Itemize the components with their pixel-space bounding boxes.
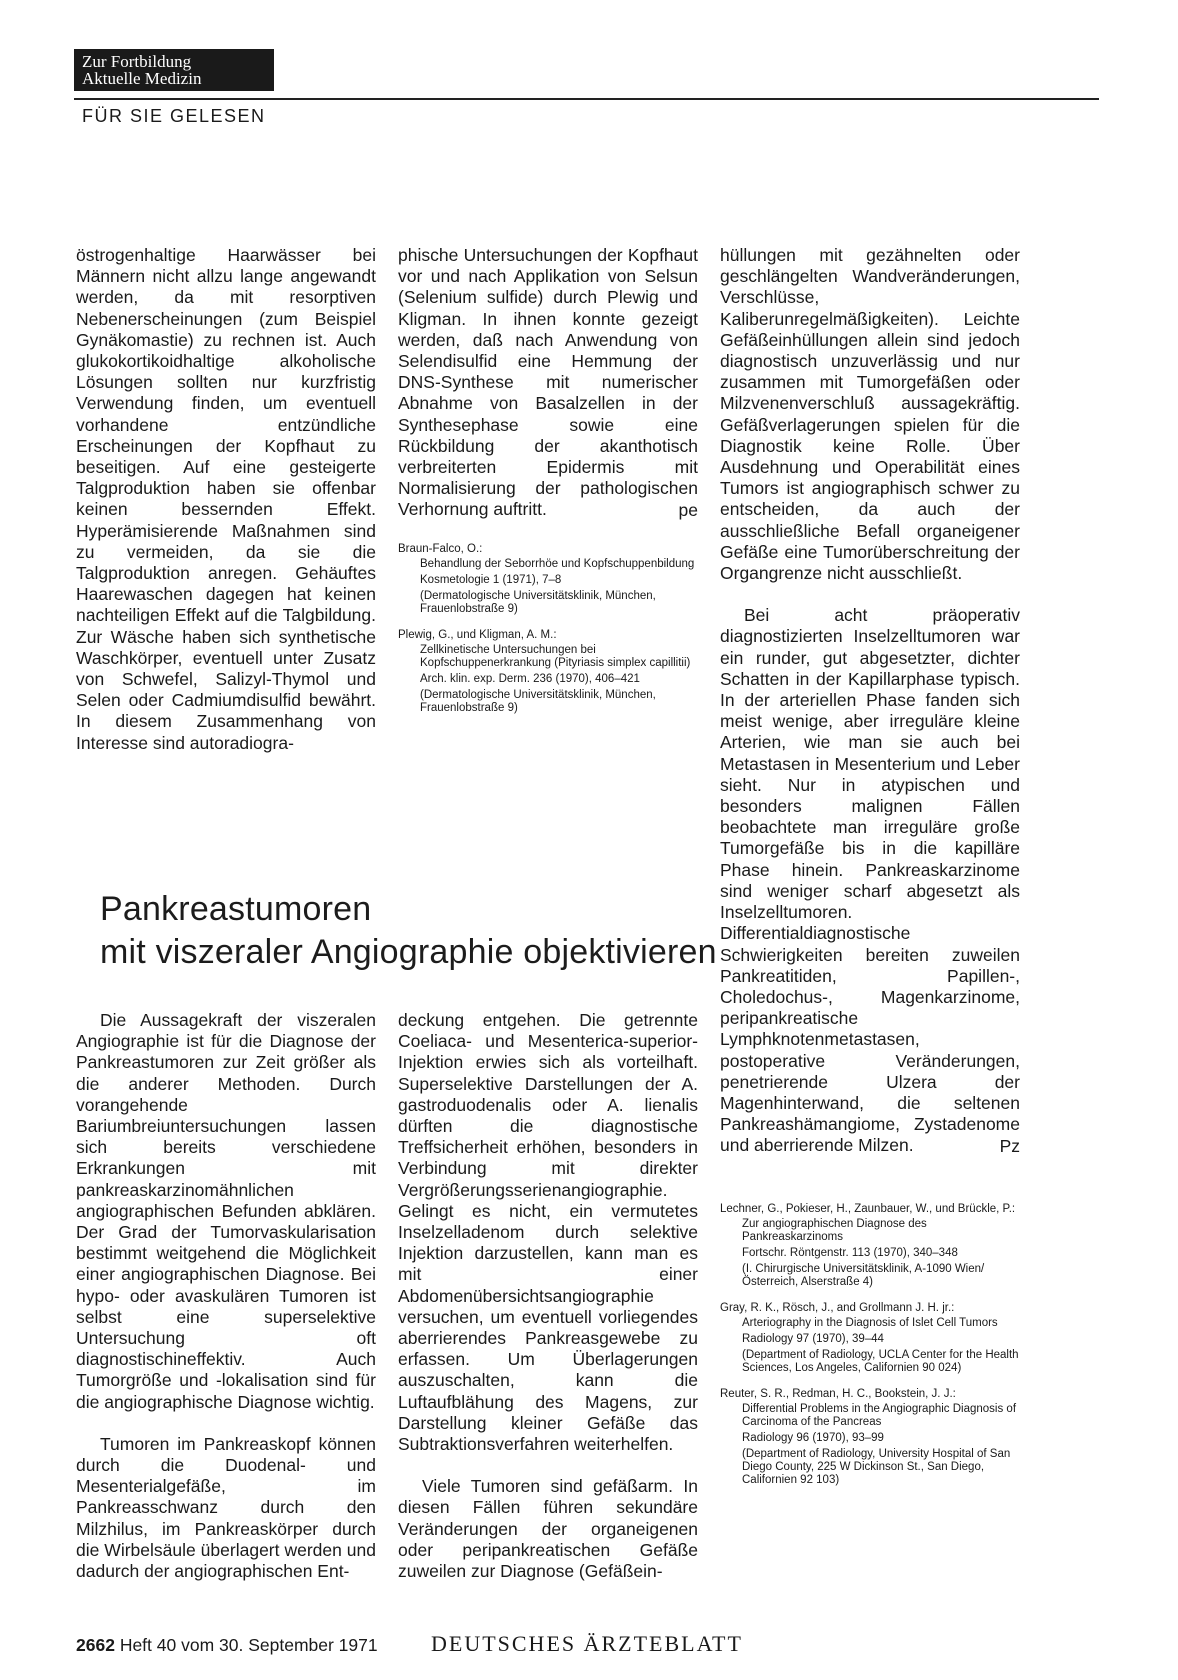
reference-journal: Arch. klin. exp. Derm. 236 (1970), 406–421 [420, 673, 640, 685]
article2-title-line1: Pankreastumoren [100, 890, 372, 928]
reference-address: (I. Chirurgische Universitätsklinik, A-1090 Wien/Österreich, Alserstraße 4) [742, 1263, 985, 1288]
article2-col1-paragraph: Tumoren im Pankreaskopf können durch die Duodenal- und Mesenterialgefäße, im Pankreasschwanz durch den Milzhilus, im Pankreaskörper durch die Wirbelsäule überlagert werden und dadurch der angiographischen Ent- [76, 1433, 376, 1582]
header-rule [74, 98, 1099, 100]
reference-journal: Radiology 96 (1970), 93–99 [742, 1432, 884, 1444]
reference-title: Behandlung der Seborrhöe und Kopfschuppenbildung [420, 558, 695, 570]
reference-item [720, 1203, 1020, 1289]
reference-address: (Department of Radiology, UCLA Center for the Health Sciences, Los Angeles, Californien 90 024) [742, 1349, 1019, 1374]
reference-title: Zellkinetische Untersuchungen bei Kopfschuppenerkrankung (Pityriasis simplex capillitii) [420, 644, 691, 669]
issue-info: Heft 40 vom 30. September 1971 [119, 1635, 378, 1655]
article1-references [398, 543, 698, 728]
reference-address: (Department of Radiology, University Hospital of San Diego County, 225 W Dickinson St., San Diego, Californien 92 103) [742, 1448, 1011, 1486]
article2-column-1 [76, 1010, 376, 1582]
article1-signature: pe [678, 499, 698, 520]
article2-column-3 [720, 245, 1020, 1157]
article1-col1-text: östrogenhaltige Haarwässer bei Männern nicht allzu lange angewandt werden, da mit resorptiven Nebenerscheinungen (zum Beispiel Gynäkomastie) zu rechnen ist. Auch glukokortikoidhaltige alkoholische Lösungen sollten nur kurzfristig Verwendung finden, um eventuell vorhandene entzündliche Erscheinungen der Kopfhaut zu beseitigen. Auf eine gesteigerte Talgproduktion haben sie offenbar keinen bessernden Effekt. Hyperämisierende Maßnahmen sind zu vermeiden, da sie die Talgproduktion anregen. Gehäuftes Haarewaschen dagegen hat keinen nachteiligen Effekt auf die Talgbildung. Zur Wäsche haben sich synthetische Waschkörper, eventuell unter Zusatz von Schwefel, Salizyl-Thymol und Selen oder Cadmiumdisulfid bewährt. In diesem Zusammenhang von Interesse sind autoradiogra- [76, 245, 376, 753]
article2-col3-paragraph: hüllungen mit gezähnelten oder geschlängelten Wandveränderungen, Verschlüsse, Kaliberunregelmäßigkeiten). Leichte Gefäßeinhüllungen allein sind jedoch diagnostisch unzuverlässig und nur zusammen mit Tumorgefäßen oder Milzvenenverschluß aussagekräftig. Gefäßverlagerungen spielen für die Diagnostik keine Rolle. Über Ausdehnung und Operabilität eines Tumors ist angiographisch schwer zu entscheiden, da auch der ausschließliche Befall organeigener Gefäße eine Tumorüberschreitung der Organgrenze nicht ausschließt. [720, 245, 1020, 584]
reference-journal: Fortschr. Röntgenstr. 113 (1970), 340–348 [742, 1247, 958, 1259]
page-number: 2662 [76, 1635, 115, 1655]
reference-address: (Dermatologische Universitätsklinik, München, Frauenlobstraße 9) [420, 689, 656, 714]
reference-author: Gray, R. K., Rösch, J., and Grollmann J. H. jr.: [720, 1302, 955, 1314]
page-footer [76, 1634, 378, 1656]
reference-title: Arteriography in the Diagnosis of Islet Cell Tumors [742, 1317, 998, 1329]
rubric-label-line2: Aktuelle Medizin [82, 69, 202, 88]
reference-item [398, 543, 698, 616]
reference-title: Differential Problems in the Angiographic Diagnosis of Carcinoma of the Pancreas [742, 1403, 1017, 1428]
article1-column-2 [398, 245, 698, 521]
reference-author: Braun-Falco, O.: [398, 543, 483, 555]
article1-col2-text: phische Untersuchungen der Kopfhaut vor und nach Applikation von Selsun (Selenium sulfide) durch Plewig und Kligman. In ihnen konnte gezeigt werden, daß nach Anwendung von Selendisulfid eine Hemmung der DNS-Synthese mit numerischer Abnahme von Basalzellen in der Synthesephase sowie eine Rückbildung der akanthotisch verbreiterten Epidermis mit Normalisierung der pathologischen Verhornung auftritt. [398, 245, 698, 520]
article2-col2-paragraph: deckung entgehen. Die getrennte Coeliaca- und Mesenterica-superior-Injektion erwies sich als vorteilhaft. Superselektive Darstellungen der A. gastroduodenalis oder A. lienalis dürften die diagnostische Treffsicherheit erhöhen, besonders in Verbindung mit direkter Vergrößerungsserienangiographie. Gelingt es nicht, ein vermutetes Inselzelladenom durch selektive Injektion darzustellen, kann man es mit einer Abdomenübersichtsangiographie versuchen, um eventuell vorliegendes aberrierendes Pankreasgewebe zu erfassen. Um Überlagerungen auszuschalten, kann die Luftaufblähung des Magens, zur Darstellung kleiner Gefäße das Subtraktionsverfahren weiterhelfen. [398, 1010, 698, 1455]
reference-item [720, 1302, 1020, 1375]
reference-item [720, 1388, 1020, 1487]
reference-journal: Kosmetologie 1 (1971), 7–8 [420, 574, 562, 586]
rubric-label [74, 49, 274, 91]
reference-address: (Dermatologische Universitätsklinik, München, Frauenlobstraße 9) [420, 590, 656, 615]
article2-title [100, 888, 750, 974]
article2-column-2 [398, 1010, 698, 1582]
journal-name: DEUTSCHES ÄRZTEBLATT [431, 1631, 743, 1656]
reference-item [398, 629, 698, 715]
article2-col3-paragraph: Bei acht präoperativ diagnostizierten Inselzelltumoren war ein runder, gut abgesetzter, dichter Schatten in der Kapillarphase typisch. In der arteriellen Phase fanden sich meist wenige, aber irreguläre kleine Arterien, wie man sie auch bei Metastasen in Mesenterium und Leber sieht. Nur in atypischen und besonders malignen Fällen beobachtete man irreguläre große Tumorgefäße bis in die kapilläre Phase hinein. Pankreaskarzinome sind weniger scharf abgesetzt als Inselzelltumoren. Differentialdiagnostische Schwierigkeiten bereiten zuweilen Pankreatitiden, Papillen-, Choledochus-, Magenkarzinome, peripankreatische Lymphknotenmetastasen, postoperative Veränderungen, penetrierende Ulzera der Magenhinterwand, die seltenen Pankreashämangiome, Zystadenome und aberrierende Milzen. [720, 605, 1020, 1156]
article1-column-1 [76, 245, 376, 754]
article2-signature: Pz [999, 1135, 1020, 1156]
article2-col1-paragraph: Die Aussagekraft der viszeralen Angiographie ist für die Diagnose der Pankreastumoren zur Zeit größer als die anderer Methoden. Durch vorangehende Bariumbreiuntersuchungen lassen sich bereits verschiedene Erkrankungen mit pankreaskarzinomähnlichen angiographischen Befunden abklären. Der Grad der Tumorvaskularisation bestimmt weitgehend die Möglichkeit einer angiographischen Diagnose. Bei hypo- oder avaskulären Tumoren ist selbst eine superselektive Untersuchung oft diagnostischineffektiv. Auch Tumorgröße und -lokalisation sind für die angiographische Diagnose wichtig. [76, 1010, 376, 1412]
reference-author: Plewig, G., und Kligman, A. M.: [398, 629, 557, 641]
article2-col2-paragraph: Viele Tumoren sind gefäßarm. In diesen Fällen führen sekundäre Veränderungen der organeigenen oder peripankreatischen Gefäße zuweilen zur Diagnose (Gefäßein- [398, 1476, 698, 1582]
reference-journal: Radiology 97 (1970), 39–44 [742, 1333, 884, 1345]
reference-title: Zur angiographischen Diagnose des Pankreaskarzinoms [742, 1218, 927, 1243]
article2-title-line2: mit viszeraler Angiographie objektivieren [100, 933, 717, 971]
section-title: FÜR SIE GELESEN [82, 106, 266, 126]
reference-author: Lechner, G., Pokieser, H., Zaunbauer, W., und Brückle, P.: [720, 1203, 1016, 1215]
article2-references [720, 1203, 1020, 1500]
reference-author: Reuter, S. R., Redman, H. C., Bookstein, J. J.: [720, 1388, 956, 1400]
rubric-label-line1: Zur Fortbildung [82, 52, 192, 71]
